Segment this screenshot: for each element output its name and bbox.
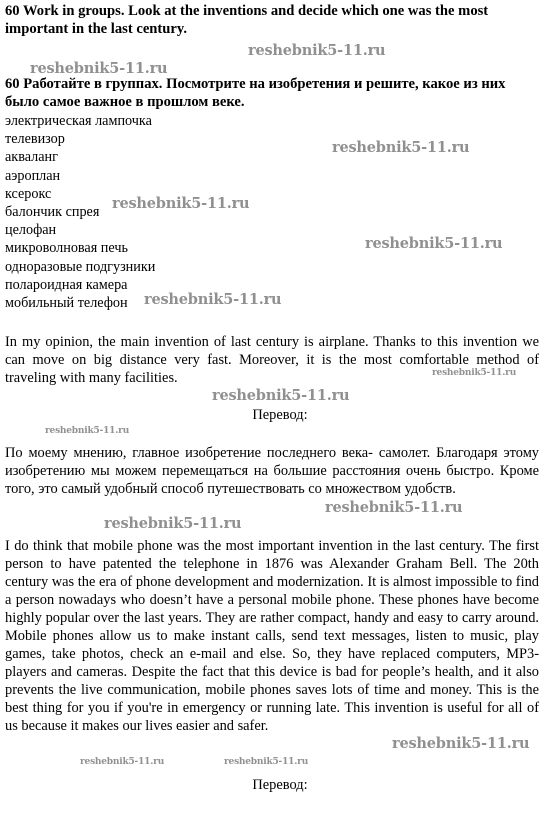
list-item: электрическая лампочка — [5, 113, 152, 129]
list-item: аэроплан — [5, 167, 61, 184]
list-item: целофан — [5, 222, 57, 239]
watermark-text: reshebnik5-11.ru — [30, 60, 168, 77]
translation-label: Перевод: — [252, 407, 308, 423]
watermark-text: reshebnik5-11.ru — [104, 515, 242, 532]
watermark-text: reshebnik5-11.ru — [332, 139, 470, 156]
list-item: акваланг — [5, 149, 58, 166]
task-heading-en: 60 Work in groups. Look at the inventions and decide which one was the most important in the last century. — [5, 3, 489, 37]
list-item: мобильный телефон — [5, 295, 128, 312]
watermark-text: reshebnik5-11.ru — [224, 757, 309, 767]
task-heading-ru: 60 Работайте в группах. Посмотрите на изобретения и решите, какое из них было самое важное в прошлом веке. — [5, 76, 506, 110]
watermark-text: reshebnik5-11.ru — [144, 291, 282, 308]
translation-label-2: Перевод: — [252, 777, 308, 793]
list-item: ксерокс — [5, 185, 52, 202]
watermark-text: reshebnik5-11.ru — [325, 499, 463, 516]
list-item: телевизор — [5, 131, 65, 148]
watermark-text: reshebnik5-11.ru — [45, 426, 130, 436]
list-item: полароидная камера — [5, 276, 128, 293]
list-item: одноразовые подгузники — [5, 258, 156, 275]
watermark-text: reshebnik5-11.ru — [80, 757, 165, 767]
answer-airplane-en: In my opinion, the main invention of last century is airplane. Thanks to this invention we can move on big distance very fast. Moreover, it is the most comfortable method of traveling with many facilities. — [5, 334, 539, 386]
answer-mobile-phone-en: I do think that mobile phone was the most important invention in the last century. The first person to have patented the telephone in 1876 was Alexander Graham Bell. The 20th century was the era of phone development and modernization. It is almost impossible to find a person nowadays who doesn’t have a personal mobile phone. These phones have become highly popular over the last years. They are rather compact, handy and easy to carry around. Mobile phones allow us to make instant calls, send text messages, listen to music, play games, take photos, check an e-mail and else. So, they have replaced computers, MP3-players and cameras. Despite the fact that this device is bad for people’s health, and it also prevents the live communication, mobile phones saves lots of time and money. This is the best thing for you if you're in emergency or running late. This invention is useful for all of us because it makes our lives easier and safer. — [5, 538, 539, 734]
watermark-text: reshebnik5-11.ru — [212, 387, 350, 404]
list-item: микроволновая печь — [5, 240, 128, 257]
watermark-text: reshebnik5-11.ru — [365, 235, 503, 252]
answer-airplane-ru: По моему мнению, главное изобретение последнего века- самолет. Благодаря этому изобретению мы можем перемещаться на большие расстояния очень быстро. Кроме того, это самый удобный способ путешествовать со множеством удобств. — [5, 445, 539, 497]
list-item: балончик спрея — [5, 204, 100, 221]
watermark-text: reshebnik5-11.ru — [248, 42, 386, 59]
watermark-text: reshebnik5-11.ru — [392, 735, 530, 752]
watermark-text: reshebnik5-11.ru — [432, 368, 517, 378]
watermark-text: reshebnik5-11.ru — [112, 195, 250, 212]
